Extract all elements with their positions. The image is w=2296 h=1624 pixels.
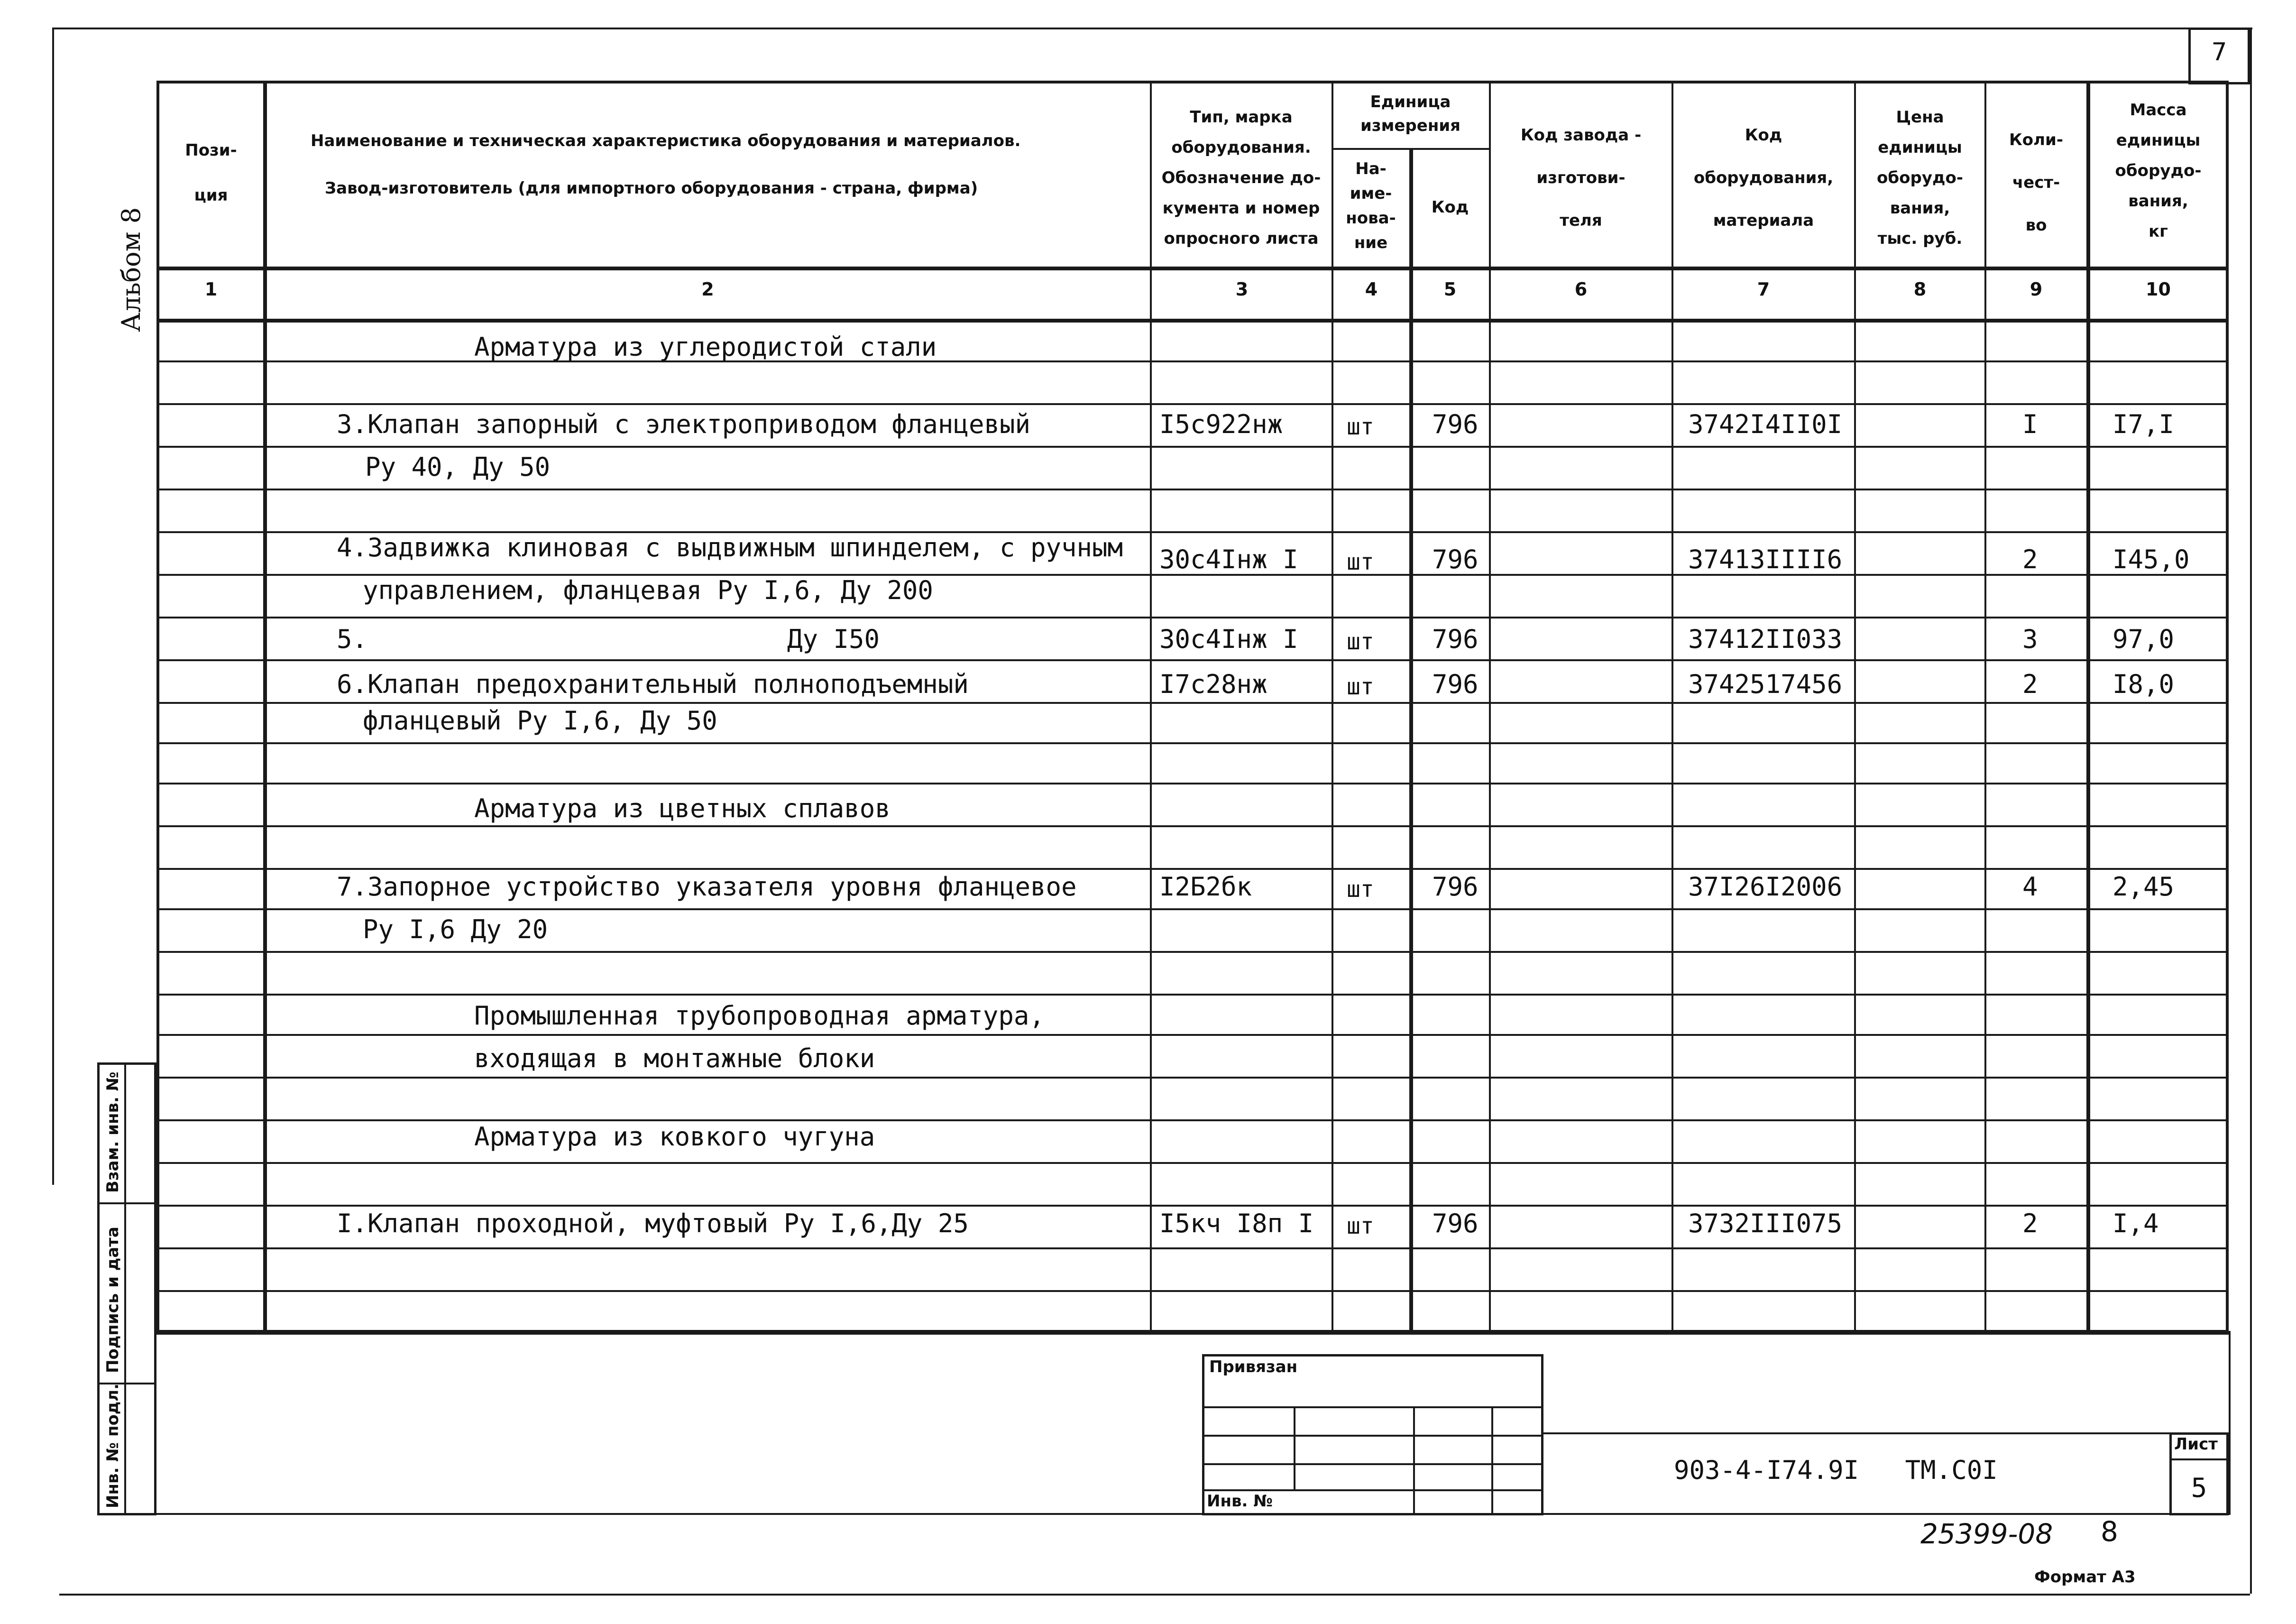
header-quantity: Коли- чест- во xyxy=(2009,130,2063,235)
item-name: 3.Клапан запорный с электроприводом фланцевый xyxy=(337,409,1030,439)
item-name: I.Клапан проходной, муфтовый Ру I,6,Ду 25 xyxy=(337,1209,969,1238)
privyazan-col xyxy=(1413,1406,1415,1515)
table-bottom-line xyxy=(156,1331,2229,1335)
row-line xyxy=(156,446,2229,448)
item-unit-code: 796 xyxy=(1432,409,1479,439)
sheet-number: 5 xyxy=(2191,1473,2207,1504)
sheet-label: Лист xyxy=(2174,1435,2218,1454)
column-number: 7 xyxy=(1757,279,1770,300)
section-heading: Арматура из ковкого чугуна xyxy=(474,1122,875,1152)
header-name-line2: Завод-изготовитель (для импортного оборудования - страна, фирма) xyxy=(325,179,978,198)
item-unit-code: 796 xyxy=(1432,872,1479,902)
item-name: 6.Клапан предохранительный полноподъемный xyxy=(337,669,969,699)
col-line-5 xyxy=(1489,81,1491,1333)
header-price: Цена единицы оборудо- вания, тыс. руб. xyxy=(1877,108,1963,248)
item-unit-code: 796 xyxy=(1432,1209,1479,1238)
column-number: 3 xyxy=(1235,279,1249,300)
row-line xyxy=(156,489,2229,490)
column-number: 6 xyxy=(1574,279,1588,300)
column-number: 5 xyxy=(1443,279,1457,300)
item-unit: шт xyxy=(1347,414,1374,440)
stamp-bottom-line xyxy=(156,1513,2229,1515)
row-line xyxy=(156,951,2229,953)
item-type: I7с28нж xyxy=(1159,669,1267,699)
header-name-line1: Наименование и техническая характеристика оборудования и материалов. xyxy=(311,131,1021,150)
item-quantity: 4 xyxy=(2022,872,2038,902)
item-unit: шт xyxy=(1347,674,1374,700)
format-label: Формат А3 xyxy=(2034,1568,2136,1587)
col-line-4 xyxy=(1409,148,1413,1333)
item-unit-code: 796 xyxy=(1432,544,1479,574)
item-unit-code: 796 xyxy=(1432,669,1479,699)
column-number: 4 xyxy=(1365,279,1378,300)
section-heading: Арматура из цветных сплавов xyxy=(474,794,891,823)
item-name: 7.Запорное устройство указателя уровня фланцевое xyxy=(337,872,1077,902)
stamp-right-line xyxy=(2229,1331,2231,1515)
col-line-3 xyxy=(1332,81,1333,1333)
header-equipment-code: Код оборудования, материала xyxy=(1693,126,1834,230)
item-type: I2Б2бк xyxy=(1159,872,1252,902)
item-quantity: 2 xyxy=(2022,1209,2038,1238)
item-quantity: 3 xyxy=(2022,624,2038,654)
item-name-cont: фланцевый Ру I,6, Ду 50 xyxy=(363,706,717,736)
row-line xyxy=(156,868,2229,870)
item-mass: I8,0 xyxy=(2112,669,2175,699)
row-line xyxy=(156,908,2229,910)
item-equipment-code: 3742I4II0I xyxy=(1688,409,1843,439)
item-mass: I,4 xyxy=(2112,1209,2159,1238)
sheet-corner-number: 7 xyxy=(2211,38,2227,66)
column-number: 9 xyxy=(2030,279,2043,300)
header-unit-code: Код xyxy=(1431,198,1469,217)
item-unit-code: 796 xyxy=(1432,624,1479,654)
item-unit: шт xyxy=(1347,628,1374,655)
row-line xyxy=(156,659,2229,661)
album-label: Альбом 8 xyxy=(116,207,146,332)
row-line xyxy=(156,702,2229,704)
document-code: 903-4-I74.9I ТМ.С0I xyxy=(1674,1455,1998,1485)
privyazan-col xyxy=(1491,1406,1493,1515)
item-quantity: I xyxy=(2022,409,2038,439)
item-name: 5. xyxy=(337,624,368,654)
row-line xyxy=(156,1290,2229,1292)
left-border xyxy=(52,28,54,1185)
header-unit-name: На- име- нова- ние xyxy=(1346,159,1396,252)
row-line xyxy=(156,360,2229,362)
section-heading: Арматура из углеродистой стали xyxy=(474,332,937,362)
item-name-cont: управлением, фланцевая Ру I,6, Ду 200 xyxy=(363,575,933,605)
row-line xyxy=(156,1162,2229,1164)
col-line-6 xyxy=(1671,81,1673,1333)
column-number: 8 xyxy=(1913,279,1927,300)
sheet-box-divider xyxy=(2169,1458,2229,1460)
col-line-8 xyxy=(1984,81,1986,1333)
bottom-page-line xyxy=(59,1594,2250,1596)
inv-no-label: Инв. № xyxy=(1207,1492,1273,1511)
item-equipment-code: 3742517456 xyxy=(1688,669,1843,699)
item-type: 30с4Iнж I xyxy=(1159,544,1298,574)
top-border xyxy=(52,28,2252,29)
header-factory-code: Код завода - изготови- теля xyxy=(1520,126,1642,230)
col-line-2 xyxy=(1150,81,1152,1333)
side-inv-podl-label: Инв. № подл. xyxy=(103,1383,122,1508)
side-podpis-label: Подпись и дата xyxy=(103,1227,122,1373)
row-line xyxy=(156,742,2229,744)
privyazan-col xyxy=(1294,1406,1295,1489)
column-number: 10 xyxy=(2146,279,2171,300)
side-vzam-label: Взам. инв. № xyxy=(103,1071,122,1193)
item-type: I5с922нж xyxy=(1159,409,1283,439)
item-equipment-code: 3732III075 xyxy=(1688,1209,1843,1238)
col-line-1 xyxy=(263,81,267,1333)
row-line xyxy=(156,403,2229,405)
row-line xyxy=(156,1119,2229,1121)
item-mass: I45,0 xyxy=(2112,544,2190,574)
col-line-7 xyxy=(1854,81,1856,1333)
colnum-bottom-line xyxy=(156,319,2229,323)
row-line xyxy=(156,1205,2229,1207)
item-equipment-code: 37413IIII6 xyxy=(1688,544,1843,574)
right-border xyxy=(2250,28,2252,1594)
row-line xyxy=(156,1034,2229,1036)
row-line xyxy=(156,825,2229,827)
item-quantity: 2 xyxy=(2022,669,2038,699)
item-type: I5кч I8п I xyxy=(1159,1209,1314,1238)
stamp-code-line xyxy=(1543,1432,2229,1434)
handwritten-number: 25399-08 xyxy=(1920,1518,2053,1550)
item-unit: шт xyxy=(1347,1213,1374,1239)
item-quantity: 2 xyxy=(2022,544,2038,574)
section-heading: входящая в монтажные блоки xyxy=(474,1043,875,1073)
item-mass: 97,0 xyxy=(2112,624,2175,654)
section-heading: Промышленная трубопроводная арматура, xyxy=(474,1001,1045,1031)
item-equipment-code: 37412II033 xyxy=(1688,624,1843,654)
item-type: 30с4Iнж I xyxy=(1159,624,1298,654)
row-line xyxy=(156,783,2229,784)
column-number: 2 xyxy=(701,279,714,300)
header-type: Тип, марка оборудования. Обозначение до- кумента и номер опросного листа xyxy=(1161,108,1321,248)
side-stamp-row xyxy=(97,1202,156,1204)
row-line xyxy=(156,994,2229,996)
side-stamp-divider xyxy=(124,1062,126,1515)
header-bottom-line xyxy=(156,267,2229,270)
item-name-cont: Ру I,6 Ду 20 xyxy=(363,914,548,944)
item-mass: I7,I xyxy=(2112,409,2175,439)
footer-page-number: 8 xyxy=(2101,1515,2118,1548)
row-line xyxy=(156,1247,2229,1249)
privyazan-label: Привязан xyxy=(1209,1357,1298,1376)
row-line xyxy=(156,1077,2229,1079)
item-unit: шт xyxy=(1347,876,1374,903)
header-mass: Масса единицы оборудо- вания, кг xyxy=(2115,101,2202,241)
item-equipment-code: 37I26I2006 xyxy=(1688,872,1843,902)
item-name: 4.Задвижка клиновая с выдвижным шпинделем, с ручным xyxy=(337,533,1123,563)
row-line xyxy=(156,617,2229,618)
item-unit: шт xyxy=(1347,549,1374,575)
item-name-cont: Ду I50 xyxy=(787,624,880,654)
item-mass: 2,45 xyxy=(2112,872,2175,902)
col-line-9 xyxy=(2086,81,2090,1333)
header-unit: Единица измерения xyxy=(1360,92,1460,135)
item-name-cont: Ру 40, Ду 50 xyxy=(365,452,551,482)
column-number: 1 xyxy=(204,279,218,300)
header-position: Пози- ция xyxy=(185,141,237,205)
